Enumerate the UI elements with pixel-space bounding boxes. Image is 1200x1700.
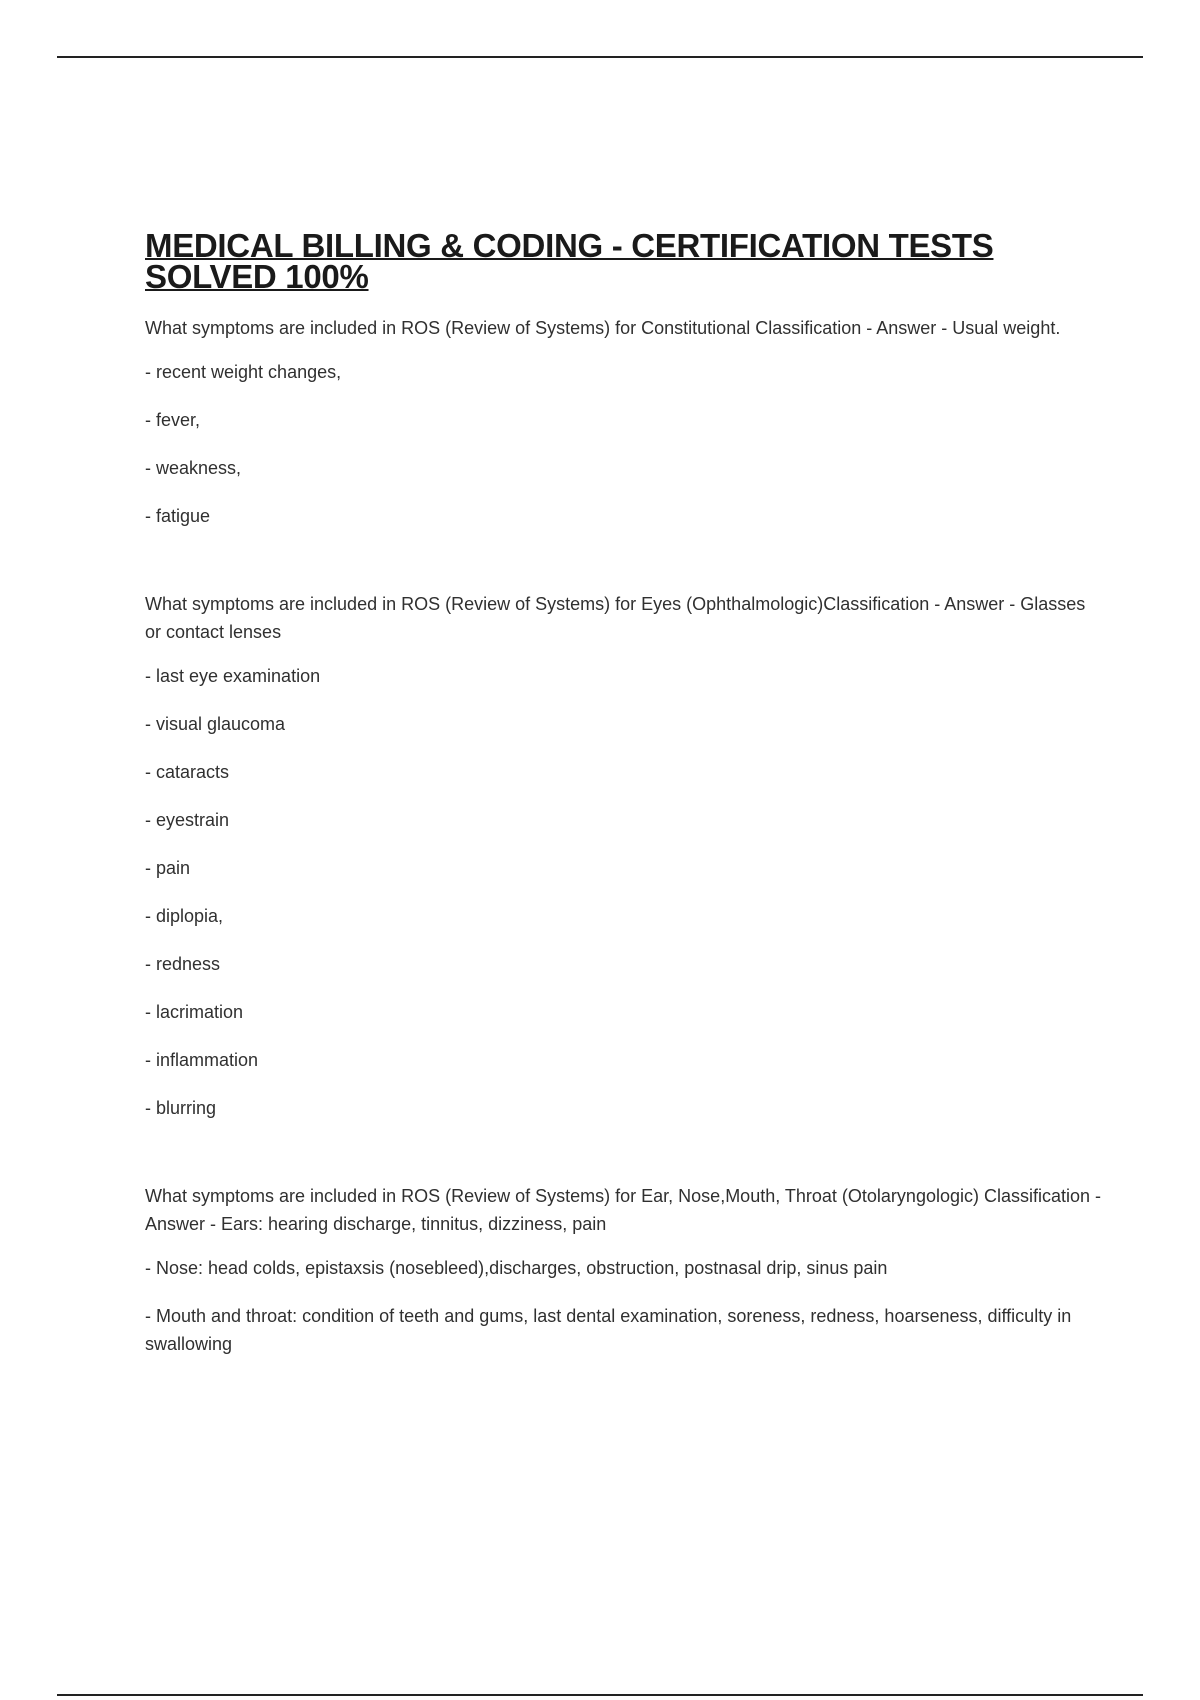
document-body	[145, 227, 1105, 1378]
list-item: - visual glaucoma	[145, 714, 286, 734]
list-item: - fatigue	[145, 506, 211, 526]
list-item: - inflammation	[145, 1050, 259, 1070]
question-text: What symptoms are included in ROS (Review of Systems) for Ear, Nose,Mouth, Throat (Otolaryngologic) Classification - Answer - Ears: hearing discharge, tinnitus, dizziness, pain	[145, 1186, 1102, 1234]
header-rule	[57, 56, 1143, 58]
list-item: - weakness,	[145, 458, 242, 478]
list-item: - lacrimation	[145, 1002, 244, 1022]
list-item: - last eye examination	[145, 666, 321, 686]
list-item: - cataracts	[145, 762, 230, 782]
question-text: What symptoms are included in ROS (Review of Systems) for Eyes (Ophthalmologic)Classification - Answer - Glasses or contact lenses	[145, 594, 1086, 642]
list-item: - Nose: head colds, epistaxsis (nosebleed),discharges, obstruction, postnasal drip, sinus pain	[145, 1258, 888, 1278]
list-item: - eyestrain	[145, 810, 230, 830]
list-item: - diplopia,	[145, 906, 224, 926]
list-item: - redness	[145, 954, 221, 974]
section-constitutional	[145, 314, 1105, 530]
title-line-1: MEDICAL BILLING & CODING - CERTIFICATION TESTS	[145, 227, 994, 264]
section-ent	[145, 1182, 1105, 1358]
list-item: - recent weight changes,	[145, 362, 342, 382]
footer-rule	[57, 1694, 1143, 1696]
document-title	[145, 227, 1105, 295]
list-item: - blurring	[145, 1098, 217, 1118]
section-eyes	[145, 590, 1105, 1122]
list-item: - Mouth and throat: condition of teeth and gums, last dental examination, soreness, redness, hoarseness, difficulty in swallowing	[145, 1306, 1072, 1354]
title-line-2: SOLVED 100%	[145, 258, 369, 295]
list-item: - pain	[145, 858, 191, 878]
question-text: What symptoms are included in ROS (Review of Systems) for Constitutional Classification - Answer - Usual weight.	[145, 318, 1061, 338]
list-item: - fever,	[145, 410, 201, 430]
